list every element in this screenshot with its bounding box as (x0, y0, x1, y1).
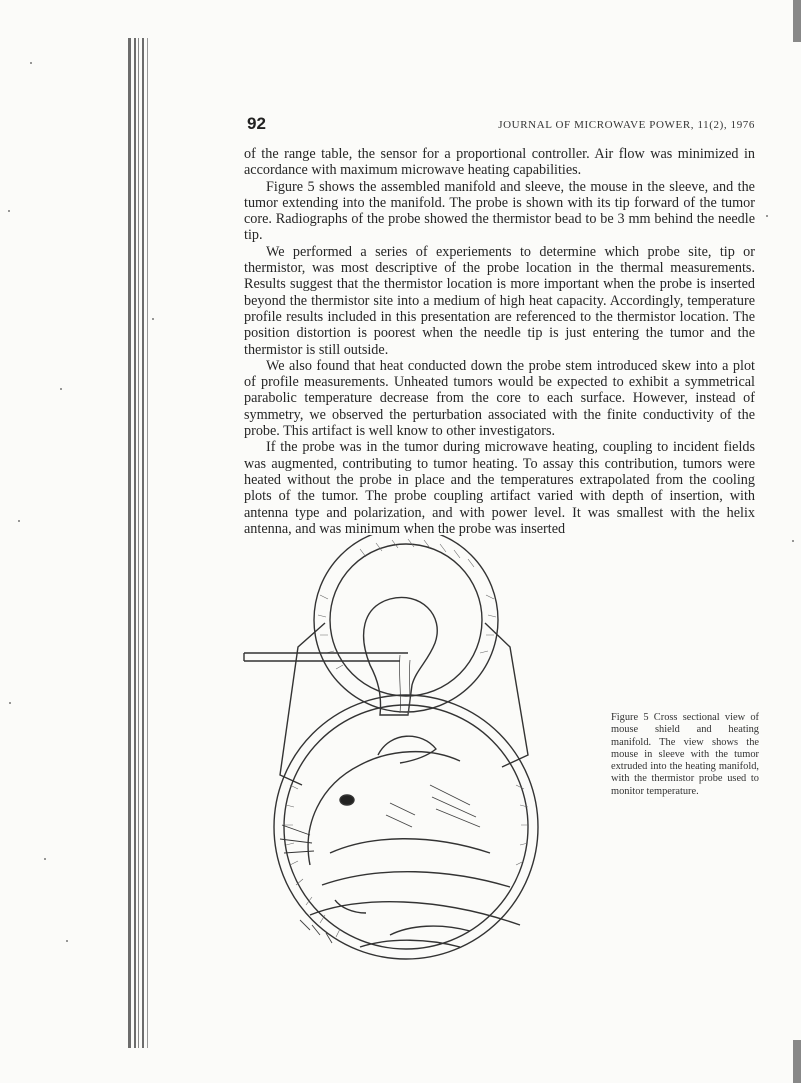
scan-edge-mark-top (793, 0, 801, 42)
mouse-sleeve-outer (274, 695, 538, 959)
running-head: JOURNAL OF MICROWAVE POWER, 11(2), 1976 (498, 119, 755, 131)
scan-speckle (9, 702, 11, 704)
scan-edge-mark-bottom (793, 1040, 801, 1083)
heating-manifold-outer (314, 535, 498, 712)
page-number: 92 (247, 114, 266, 133)
scan-speckle (766, 215, 768, 217)
scan-speckle (792, 540, 794, 542)
paragraph: Figure 5 shows the assembled manifold and sleeve, the mouse in the sleeve, and the tumor extending into the manifold. The probe is shown with its tip forward of the tumor core. Radiographs of the probe showed the thermistor bead to be 3 mm behind the needle tip. (244, 178, 755, 244)
mouse-ear (378, 736, 436, 763)
binding-shadow (128, 38, 150, 1048)
scan-speckle (60, 388, 62, 390)
body-text (244, 146, 755, 537)
manifold-right-flange (485, 623, 528, 767)
paragraph: of the range table, the sensor for a proportional controller. Air flow was minimized in accordance with maximum microwave heating capabilities. (244, 146, 755, 179)
mouse-sleeve-inner (284, 705, 528, 949)
scan-speckle (66, 940, 68, 942)
paragraph: If the probe was in the tumor during microwave heating, coupling to incident fields was augmented, contributing to tumor heating. To assay this contribution, tumors were heated without the probe in place and the temperatures extrapolated from the cooling plots of the tumor. The probe coupling artifact varied with depth of insertion, with antenna type and polarization, and with power level. It was smallest with the helix antenna, and was minimum when the probe was inserted (244, 439, 755, 537)
mouse-drawing (280, 736, 520, 947)
figure-caption: Figure 5 Cross sectional view of mouse shield and heating manifold. The view shows the mouse in sleeve with the tumor extruded into the heating manifold, with the thermistor probe used to monitor temperature. (611, 712, 759, 797)
scan-speckle (8, 210, 10, 212)
scan-speckle (44, 858, 46, 860)
mouse-back (310, 902, 520, 925)
figure-5-illustration (240, 535, 590, 965)
mouse-head (308, 752, 460, 865)
paragraph: We also found that heat conducted down the probe stem introduced skew into a plot of profile measurements. Unheated tumors would be expected to exhibit a symmetrical parabolic temperature decrease from the core to each surface. However, instead of symmetry, we observed the perturbation associated with the finite conductivity of the probe. This artifact is well know to other investigators. (244, 357, 755, 440)
scan-speckle (30, 62, 32, 64)
thermistor-probe (244, 653, 408, 661)
scan-speckle (18, 520, 20, 522)
page-header (247, 114, 755, 136)
heating-manifold-inner (330, 544, 482, 696)
scan-speckle (152, 318, 154, 320)
paragraph: We performed a series of experiements to determine which probe site, tip or thermistor, was most descriptive of the probe location in the thermal measurements. Results suggest that the thermistor location is more important when the probe is inserted beyond the thermistor site into a medium of high heat capacity. Accordingly, temperature profile results included in this presentation are referenced to the thermistor location. The position distortion is poorest when the needle tip is just entering the tumor and the thermistor is still outside. (244, 243, 755, 358)
mouse-eye (340, 795, 354, 805)
